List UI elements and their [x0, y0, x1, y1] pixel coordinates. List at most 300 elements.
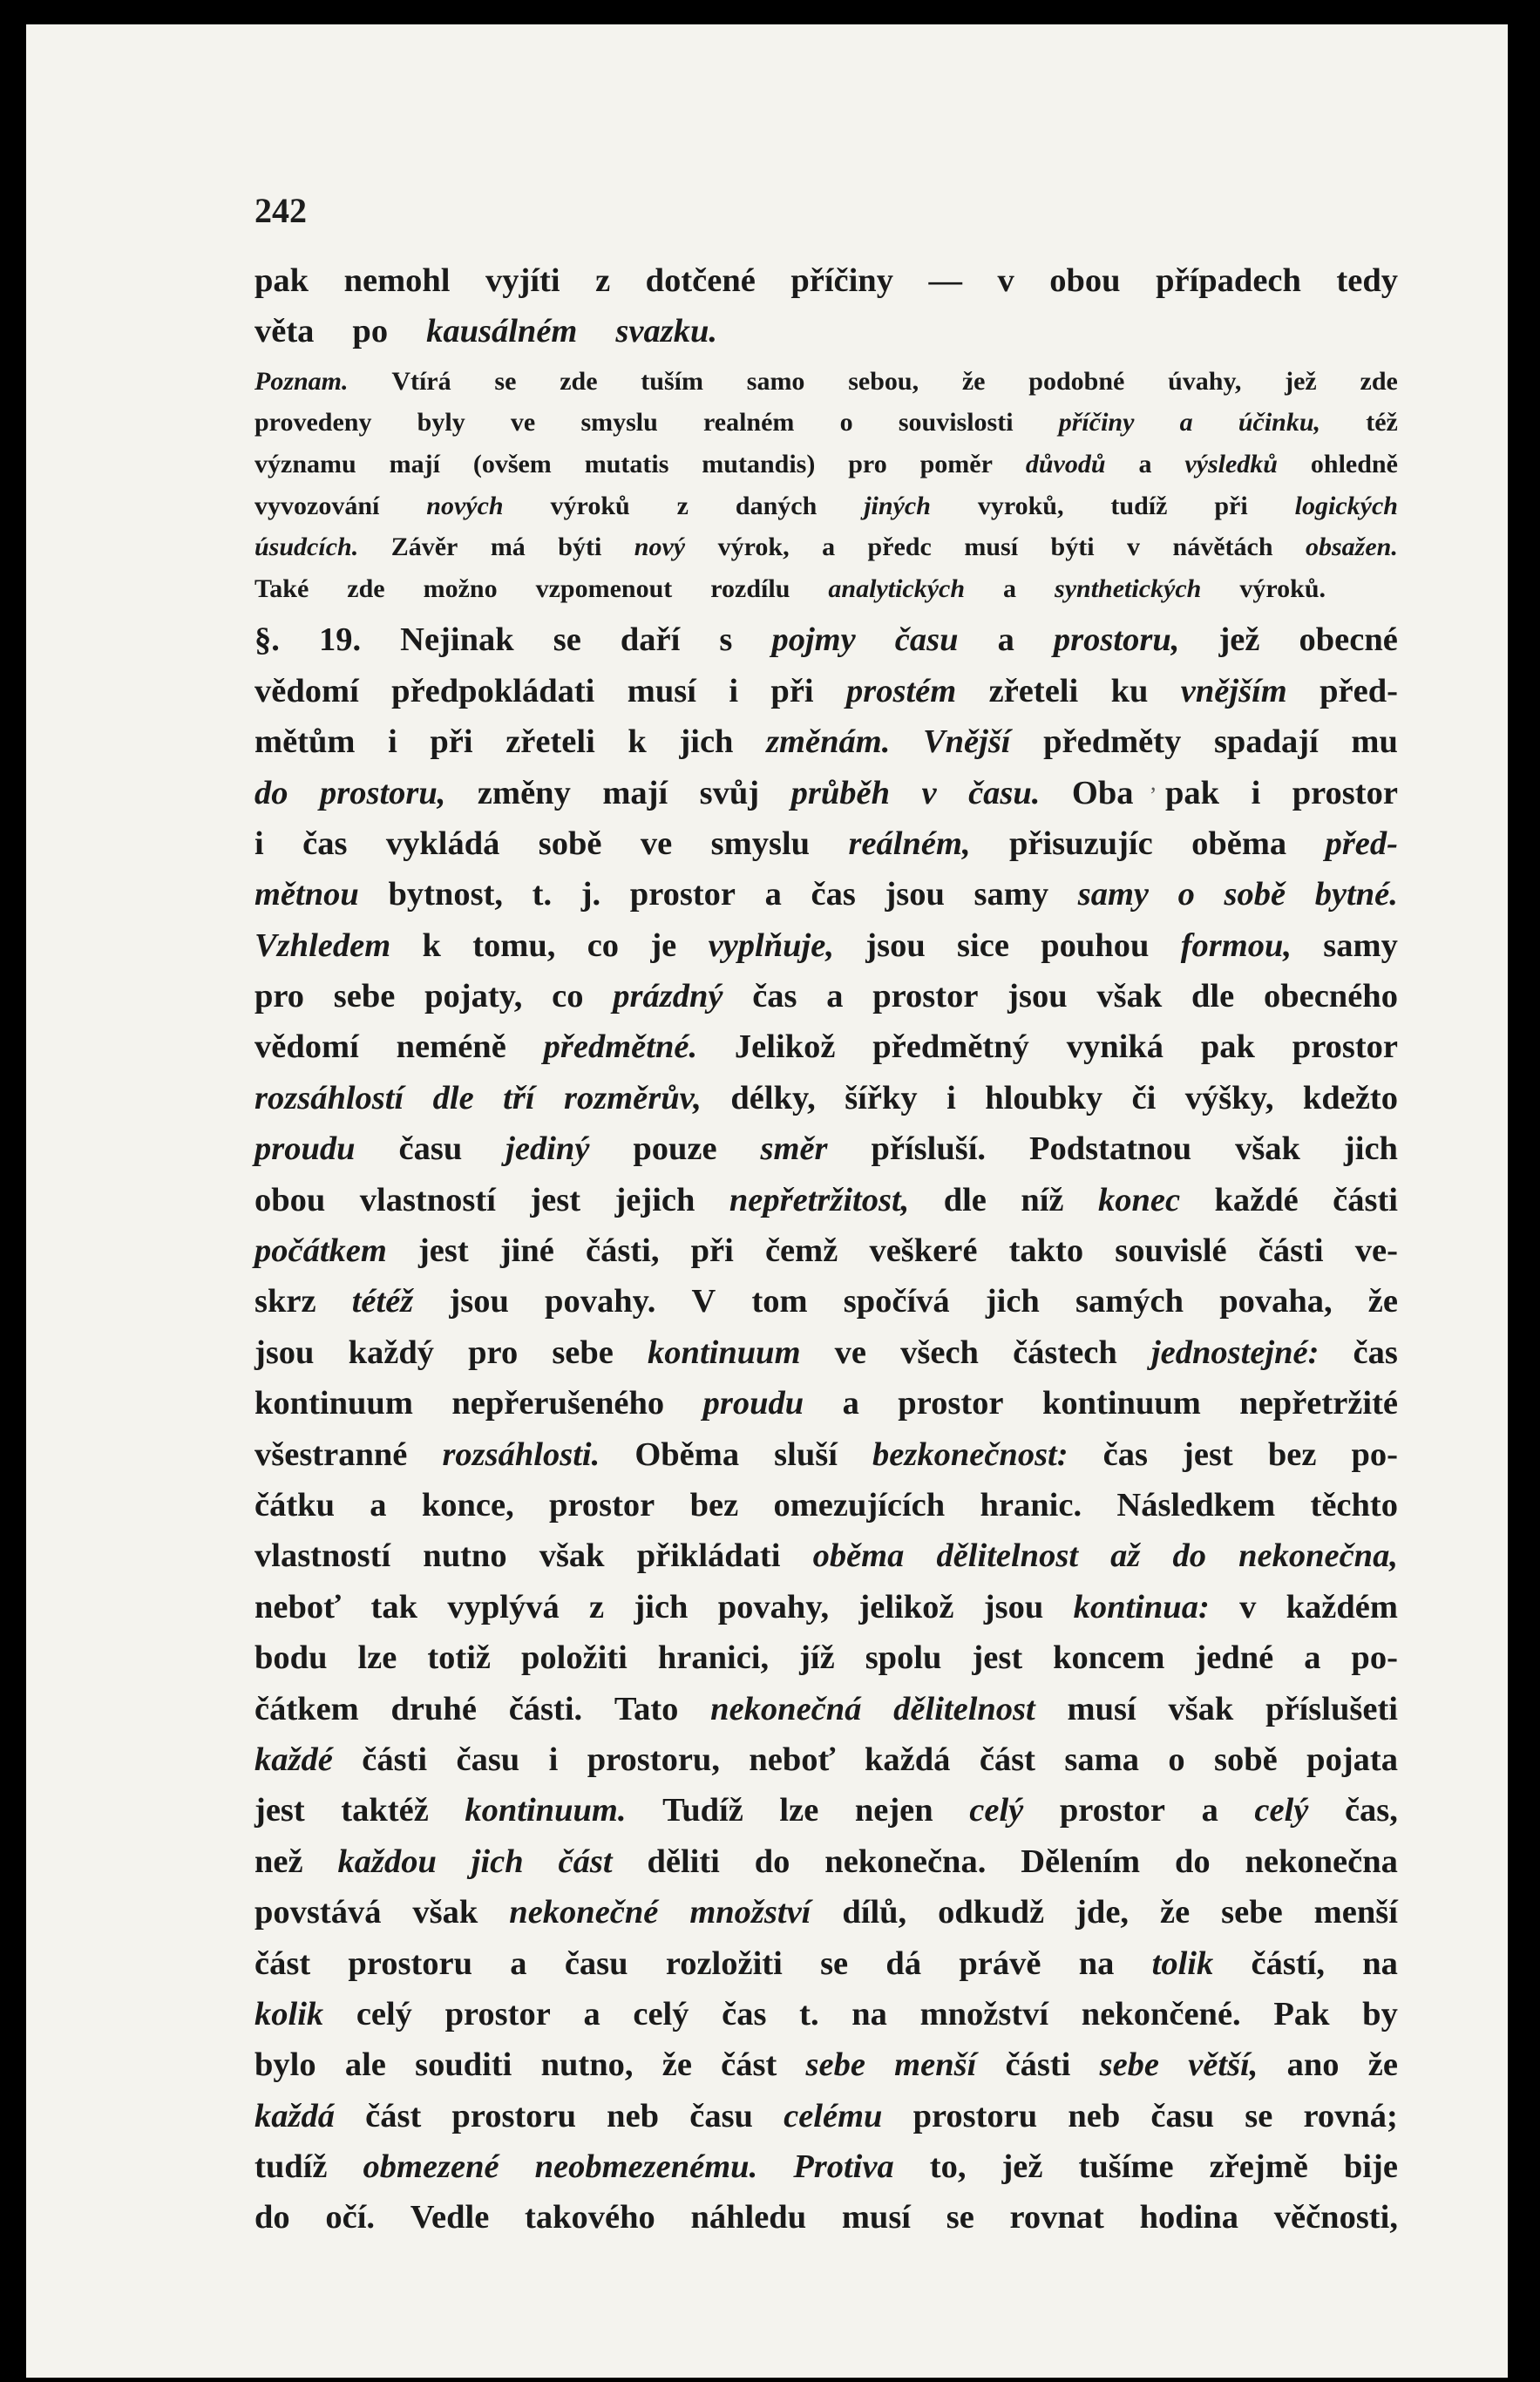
text-line: [254, 1842, 1398, 1893]
word: nekonečné: [509, 1894, 659, 1931]
word: co: [552, 978, 584, 1015]
remark-note: [254, 367, 1398, 616]
word: jiných: [864, 491, 931, 520]
word: pak: [1165, 774, 1220, 811]
word: proudu: [254, 1130, 356, 1168]
word: čemž: [764, 1232, 838, 1270]
word: z: [589, 1588, 605, 1625]
word: odkudž: [938, 1894, 1045, 1931]
word: celý: [633, 1995, 689, 2033]
word: větší,: [1188, 2046, 1258, 2084]
word: do: [1172, 1537, 1206, 1575]
word: při: [690, 1232, 734, 1270]
word: nový: [634, 533, 686, 562]
word: totiž: [427, 1639, 491, 1677]
word: celému: [784, 2097, 883, 2134]
word: prostor: [549, 1486, 655, 1524]
word: tuším: [641, 366, 703, 396]
word: tří: [503, 1079, 535, 1116]
word: pro: [254, 978, 305, 1015]
word: rozměrův,: [563, 1079, 702, 1116]
word: rozložiti: [665, 1944, 783, 1982]
word: hranic.: [980, 1486, 1082, 1524]
word: čas: [1102, 1435, 1148, 1473]
text-block: [254, 261, 1398, 2250]
word: tolik: [1151, 1944, 1214, 1982]
word: všestranné: [254, 1435, 408, 1473]
word: analytických: [828, 573, 966, 603]
word: každá: [254, 2097, 335, 2134]
word: sebe: [552, 1334, 614, 1371]
word: pouhou: [1041, 926, 1150, 964]
word: o: [839, 408, 853, 438]
text-line: [254, 2046, 1398, 2096]
word: než: [254, 1842, 303, 1880]
word: čas: [1353, 1334, 1398, 1371]
word: nekonečna: [1245, 1842, 1398, 1880]
word: provedeny: [254, 408, 372, 438]
word: §.: [254, 621, 280, 659]
word: takto: [1008, 1232, 1084, 1270]
word: neb: [607, 2097, 660, 2134]
word: nekonečna.: [824, 1842, 987, 1880]
word: sebe: [333, 978, 396, 1015]
word: spadají: [1213, 723, 1319, 761]
word: výroků.: [1239, 573, 1326, 603]
text-line: [254, 825, 1398, 875]
text-line: [254, 621, 1398, 671]
text-line: [254, 1384, 1398, 1435]
intro-paragraph: [254, 261, 1398, 363]
word: pojaty,: [424, 978, 523, 1015]
word: hodina: [1139, 2199, 1239, 2236]
text-line: [254, 926, 1398, 977]
word: o: [1177, 876, 1195, 913]
word: Také: [254, 573, 309, 603]
word: souditi: [415, 2046, 512, 2084]
word: či: [1131, 1079, 1157, 1116]
word: —: [928, 262, 962, 299]
word: sluší: [774, 1435, 838, 1473]
word: Nejinak: [400, 621, 514, 659]
word: synthetických: [1055, 573, 1202, 603]
word: vyjíti: [485, 262, 560, 299]
word: však: [539, 1537, 605, 1575]
word: druhé: [390, 1690, 477, 1727]
word: a: [1138, 449, 1152, 478]
word: samo: [746, 366, 805, 396]
word: tudíž: [1110, 491, 1168, 520]
word: lze: [779, 1792, 819, 1829]
word: kdežto: [1302, 1079, 1398, 1116]
word: že: [1367, 2046, 1398, 2084]
word: vykládá: [385, 825, 500, 862]
word: i: [729, 672, 739, 709]
word: samých: [1075, 1283, 1184, 1320]
word: prostém: [846, 672, 957, 709]
word: daří: [620, 621, 681, 659]
word: Dělením: [1021, 1842, 1141, 1880]
word: těchto: [1310, 1486, 1398, 1524]
text-line: [254, 1181, 1398, 1232]
word: reálném,: [848, 825, 971, 862]
word: do: [254, 774, 288, 811]
section-19-paragraph: [254, 621, 1398, 2250]
word: dle: [432, 1079, 474, 1116]
word: počátkem: [254, 1232, 387, 1270]
word: a: [842, 1385, 859, 1422]
word: menší: [894, 2046, 977, 2084]
word: tedy: [1336, 262, 1398, 299]
word: bez: [689, 1486, 739, 1524]
word: vyplývá: [447, 1588, 560, 1625]
word: kolik: [254, 1995, 324, 2033]
word: a: [826, 978, 844, 1015]
word: času: [894, 621, 959, 659]
word: též: [1366, 408, 1398, 438]
word: předměty: [1043, 723, 1182, 761]
word: části,: [586, 1232, 660, 1270]
word: povstává: [254, 1894, 382, 1931]
word: logických: [1294, 491, 1398, 520]
word: kontinuum: [1041, 1385, 1201, 1422]
word: čas: [811, 876, 856, 913]
word: času: [689, 2097, 753, 2134]
word: i: [946, 1079, 956, 1116]
word: část: [254, 1944, 311, 1982]
word: Pak: [1273, 1995, 1330, 2033]
word: nutno: [423, 1537, 507, 1575]
word: vyplňuje,: [708, 926, 834, 964]
word: sobě: [538, 825, 602, 862]
word: byly: [417, 408, 465, 438]
word: jednostejné:: [1150, 1334, 1320, 1371]
word: směr: [760, 1130, 828, 1168]
word: prostor: [1292, 1028, 1398, 1066]
word: obou: [254, 1181, 326, 1218]
word: býti: [558, 533, 602, 562]
word: jejich: [614, 1181, 695, 1218]
word: spolu: [865, 1639, 942, 1677]
word: samy: [1077, 876, 1150, 913]
word: nepřerušeného: [451, 1385, 665, 1422]
word: k: [628, 723, 647, 761]
word: náhledu: [690, 2199, 807, 2236]
word: výsledků: [1184, 449, 1278, 478]
word: to,: [929, 2148, 967, 2186]
text-line: [254, 1028, 1398, 1078]
word: věta: [254, 313, 315, 350]
word: Podstatnou: [1029, 1130, 1192, 1168]
word: prostoru,: [319, 774, 446, 811]
word: musí: [1067, 1690, 1136, 1727]
word: sama: [1064, 1741, 1139, 1778]
word: jest: [417, 1232, 469, 1270]
word: vyvozování: [254, 491, 380, 520]
word: kausálném: [426, 313, 578, 350]
word: kontinua:: [1073, 1588, 1210, 1625]
word: V: [691, 1283, 716, 1320]
word: bije: [1343, 2148, 1398, 2186]
word: koncem: [1053, 1639, 1165, 1677]
text-line: [254, 574, 1398, 616]
text-line: [254, 1282, 1398, 1333]
word: nekonečna,: [1238, 1537, 1398, 1575]
word: při: [430, 723, 473, 761]
text-line: [254, 1690, 1398, 1741]
word: účinku,: [1238, 408, 1321, 438]
text-line: [254, 367, 1398, 409]
text-line: [254, 1944, 1398, 1995]
word: každá: [865, 1741, 951, 1778]
text-line: [254, 1334, 1398, 1384]
word: taktéž: [341, 1792, 429, 1829]
word: dá: [885, 1944, 922, 1982]
word: dílů,: [842, 1894, 907, 1931]
word: do: [254, 2199, 290, 2236]
word: že: [661, 2046, 692, 2084]
word: by: [1362, 1995, 1398, 2033]
word: nekonečná: [710, 1690, 862, 1727]
word: z: [676, 491, 689, 520]
word: smyslu: [710, 825, 811, 862]
word: a: [997, 621, 1014, 659]
word: celý: [1254, 1792, 1309, 1829]
word: po: [352, 313, 389, 350]
word: že: [1160, 1894, 1191, 1931]
word: sebe: [1099, 2046, 1160, 2084]
word: všech: [900, 1334, 979, 1371]
word: po-: [1351, 1435, 1398, 1473]
word: částí,: [1251, 1944, 1325, 1982]
word: vzpomenout: [535, 573, 673, 603]
word: musí: [627, 672, 696, 709]
word: povahy,: [717, 1588, 830, 1625]
word: i: [254, 825, 264, 862]
word: každém: [1286, 1588, 1398, 1625]
word: neb: [1068, 2097, 1121, 2134]
word: prostor: [872, 978, 979, 1015]
word: ku: [1110, 672, 1149, 709]
word: množství: [689, 1894, 811, 1931]
word: oběma: [812, 1537, 905, 1575]
word: času: [456, 1741, 520, 1778]
word: jsou: [449, 1283, 509, 1320]
word: ale: [344, 2046, 386, 2084]
text-line: [254, 408, 1398, 450]
word: prostoru,: [1053, 621, 1180, 659]
text-line: [254, 1486, 1398, 1537]
word: souvislosti: [898, 408, 1014, 438]
word: býti: [1050, 533, 1095, 562]
word: formou,: [1180, 926, 1292, 964]
word: prázdný: [613, 978, 723, 1015]
word: samy: [974, 876, 1049, 913]
word: skrz: [254, 1283, 316, 1320]
word: prostoru: [348, 1944, 473, 1982]
word: nejen: [854, 1792, 933, 1829]
word: celý: [356, 1995, 412, 2033]
word: se: [1245, 2097, 1273, 2134]
word: šířky: [845, 1079, 918, 1116]
word: jedné: [1195, 1639, 1274, 1677]
word: očí.: [325, 2199, 376, 2236]
word: ohledně: [1310, 449, 1398, 478]
word: prostor: [444, 1995, 551, 2033]
word: neméně: [396, 1028, 506, 1066]
page-sheet: [26, 24, 1508, 2378]
text-line: [254, 1995, 1398, 2046]
word: po-: [1351, 1639, 1398, 1677]
word: sice: [957, 926, 1009, 964]
word: a: [1003, 573, 1017, 603]
word: vlastností: [254, 1537, 391, 1575]
word: množství: [919, 1995, 1049, 2033]
word: do: [754, 1842, 790, 1880]
word: příslušeti: [1265, 1690, 1398, 1727]
word: dělitelnost: [893, 1690, 1035, 1727]
word: úsudcích.: [254, 533, 359, 562]
word: mají: [389, 449, 440, 478]
word: nemohl: [343, 262, 451, 299]
word: rozsáhlosti.: [442, 1435, 600, 1473]
word: poměr: [919, 449, 993, 478]
word: každou: [337, 1842, 437, 1880]
word: tom: [751, 1283, 808, 1320]
word: bodu: [254, 1639, 328, 1677]
word: děliti: [647, 1842, 720, 1880]
word: úvahy,: [1168, 366, 1242, 396]
word: i: [388, 723, 397, 761]
word: při: [1214, 491, 1248, 520]
word: takového: [525, 2199, 655, 2236]
word: právě: [959, 1944, 1041, 1982]
word: i: [548, 1741, 559, 1778]
word: části: [362, 1741, 428, 1778]
word: hloubky: [985, 1079, 1103, 1116]
word: t.: [799, 1995, 819, 2033]
page-number: 242: [254, 191, 307, 230]
word: neboť: [749, 1741, 836, 1778]
word: a: [510, 1944, 527, 1982]
word: menší: [1313, 1894, 1398, 1931]
text-line: [254, 2148, 1398, 2198]
word: délky,: [730, 1079, 816, 1116]
word: mětnou: [254, 876, 359, 913]
word: změny: [477, 774, 571, 811]
word: k: [422, 926, 441, 964]
word: tudíž: [254, 2148, 328, 2186]
word: jde,: [1075, 1894, 1130, 1931]
word: rovnat: [1009, 2199, 1104, 2236]
word: však: [1235, 1130, 1300, 1168]
word: tušíme: [1078, 2148, 1174, 2186]
word: částech: [1013, 1334, 1117, 1371]
word: mětům: [254, 723, 356, 761]
word: část: [365, 2097, 422, 2134]
text-line: [254, 977, 1398, 1028]
word: na: [1078, 1944, 1115, 1982]
word: se: [946, 2199, 974, 2236]
word: podobné: [1028, 366, 1125, 396]
word: omezujících: [773, 1486, 946, 1524]
word: část: [979, 1741, 1035, 1778]
word: nepřetržité: [1239, 1385, 1398, 1422]
word: pak: [1200, 1028, 1255, 1066]
word: tétéž: [351, 1283, 414, 1320]
word: předmětné.: [543, 1028, 698, 1066]
word: mu: [1351, 723, 1398, 761]
word: hranici,: [657, 1639, 770, 1677]
word: vědomí: [254, 672, 359, 709]
word: každé: [1214, 1181, 1299, 1218]
text-line: [254, 2198, 1398, 2249]
word: pro: [468, 1334, 519, 1371]
word: jež: [1285, 366, 1317, 396]
word: svůj: [699, 774, 760, 811]
word: jsou: [254, 1334, 315, 1371]
word: jež: [1218, 621, 1260, 659]
word: jest: [972, 1639, 1023, 1677]
word: zřeteli: [505, 723, 595, 761]
word: obmezené: [363, 2148, 499, 2186]
word: mutandis): [702, 449, 816, 478]
word: má: [490, 533, 526, 562]
word: zde: [560, 366, 598, 396]
word: části: [1333, 1181, 1398, 1218]
word: musí: [964, 533, 1019, 562]
word: čas: [752, 978, 797, 1015]
word: významu: [254, 449, 356, 478]
word: čas: [302, 825, 348, 862]
word: prostor: [629, 876, 736, 913]
word: pojata: [1306, 1741, 1398, 1778]
word: před-: [1320, 672, 1398, 709]
word: svazku.: [615, 313, 717, 350]
word: zde: [347, 573, 385, 603]
word: lze: [357, 1639, 397, 1677]
word: povaha,: [1219, 1283, 1333, 1320]
word: a: [370, 1486, 387, 1524]
word: ve: [640, 825, 673, 862]
word: jiné: [499, 1232, 554, 1270]
word: spočívá: [843, 1283, 950, 1320]
text-line: [254, 774, 1398, 825]
word: kontinuum.: [465, 1792, 627, 1829]
word: rozsáhlostí: [254, 1079, 404, 1116]
word: čas: [722, 1995, 767, 2033]
word: (ovšem: [472, 449, 552, 478]
word: čátku: [254, 1486, 335, 1524]
word: se: [494, 366, 517, 396]
word: položiti: [520, 1639, 628, 1677]
word: Tudíž: [662, 1792, 743, 1829]
word: tomu,: [472, 926, 556, 964]
word: samy: [1323, 926, 1398, 964]
word: ve: [834, 1334, 866, 1371]
text-line: [254, 672, 1398, 723]
word: dle: [1191, 978, 1235, 1015]
word: sebe: [805, 2046, 865, 2084]
word: sobě: [1224, 876, 1286, 913]
word: a: [583, 1995, 600, 2033]
word: sobě: [1214, 1741, 1278, 1778]
word: neobmezenému.: [534, 2148, 758, 2186]
word: realném: [703, 408, 795, 438]
word: nových: [426, 491, 504, 520]
word: Vedle: [410, 2199, 490, 2236]
word: mají: [602, 774, 668, 811]
